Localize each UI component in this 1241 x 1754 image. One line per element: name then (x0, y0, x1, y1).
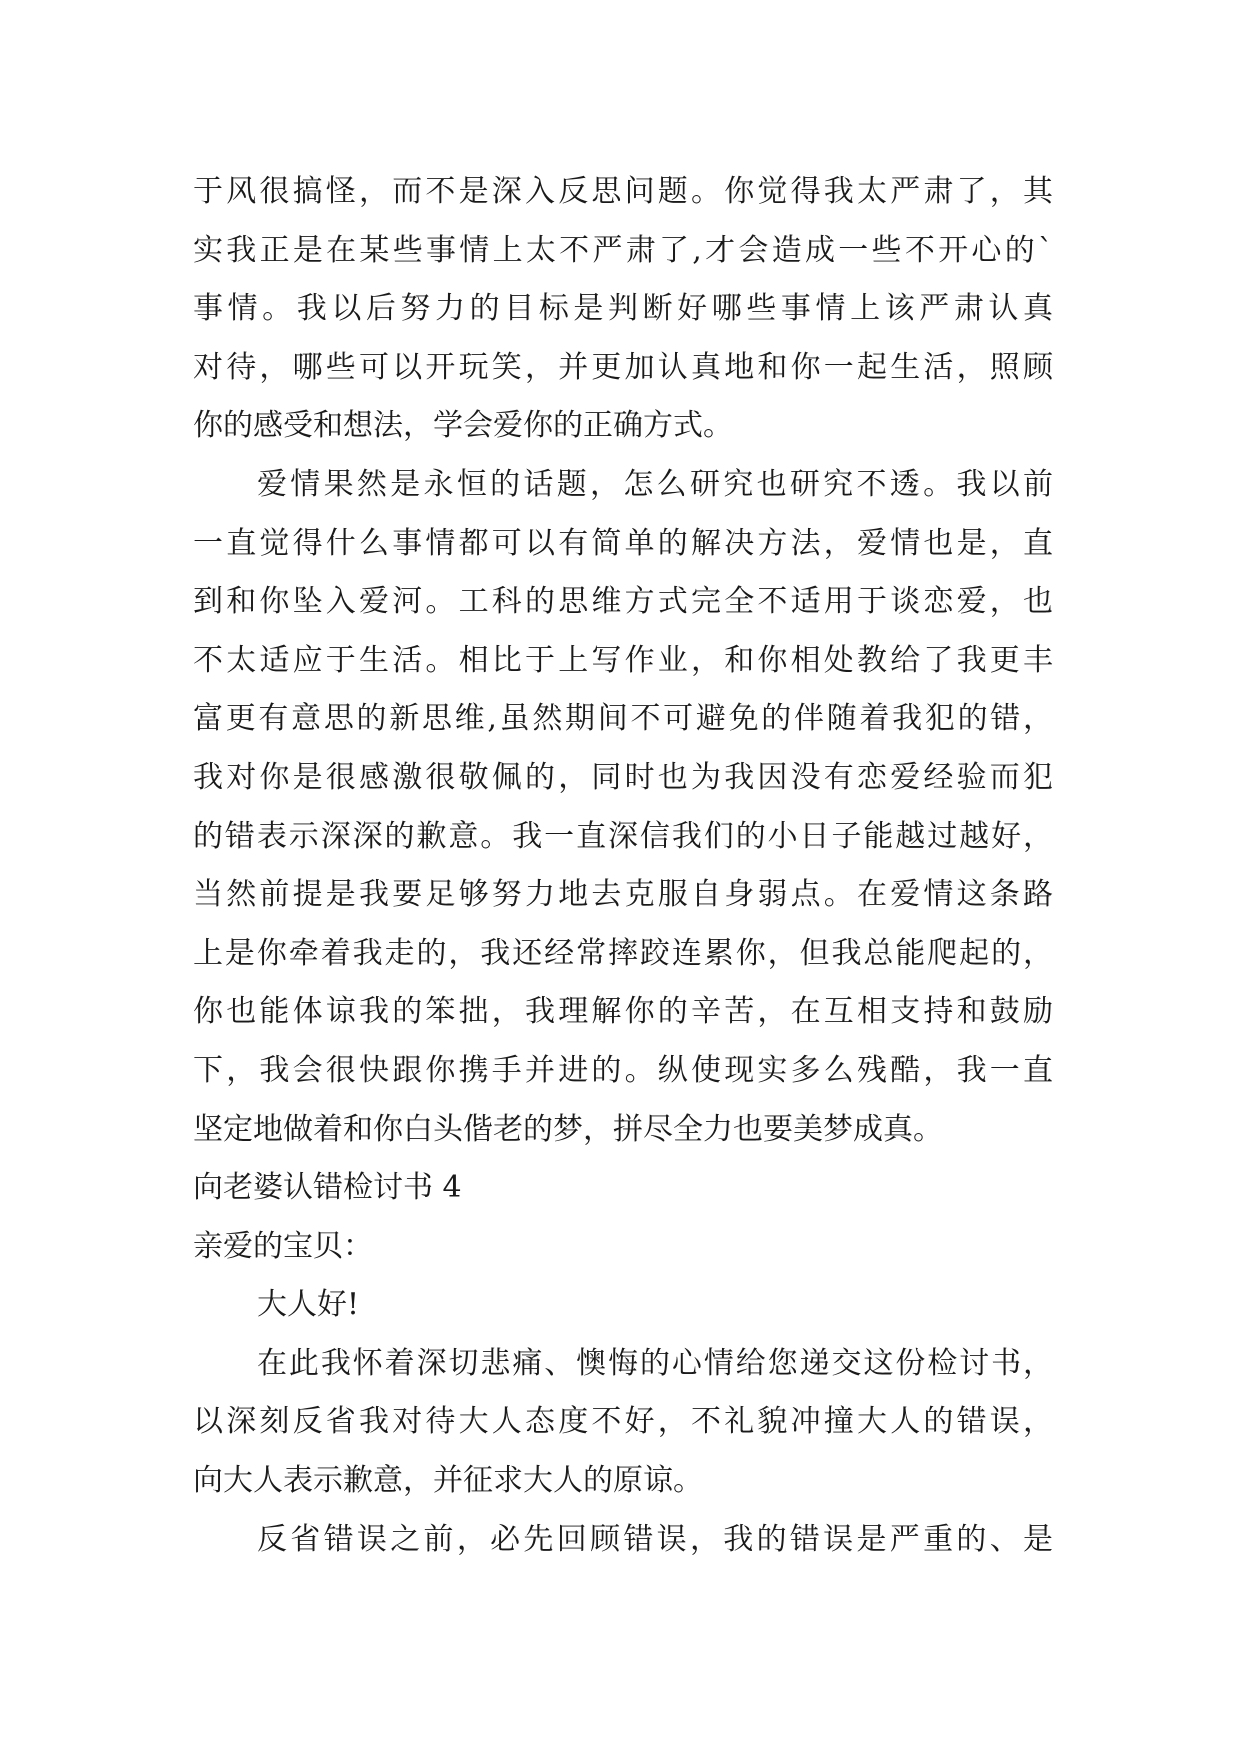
text-line: 一直觉得什么事情都可以有简单的解决方法，爱情也是，直 (193, 525, 1053, 561)
text-line: 坚定地做着和你白头偕老的梦，拼尽全力也要美梦成真。 (193, 1111, 943, 1147)
text-line: 的错表示深深的歉意。我一直深信我们的小日子能越过越好， (193, 818, 1053, 854)
paragraph-first-line: 爱情果然是永恒的话题，怎么研究也研究不透。我以前 (257, 466, 1053, 502)
text-line: 实我正是在某些事情上太不严肃了,才会造成一些不开心的` (193, 232, 1053, 268)
text-line: 以深刻反省我对待大人态度不好，不礼貌冲撞大人的错误， (193, 1404, 1053, 1440)
text-line: 上是你牵着我走的，我还经常摔跤连累你，但我总能爬起的， (193, 935, 1053, 971)
text-line: 对待，哪些可以开玩笑，并更加认真地和你一起生活，照顾 (193, 349, 1053, 385)
text-line: 下，我会很快跟你携手并进的。纵使现实多么残酷，我一直 (193, 1052, 1053, 1088)
text-line: 到和你坠入爱河。工科的思维方式完全不适用于谈恋爱，也 (193, 584, 1053, 620)
document-body (193, 163, 1053, 1569)
salutation: 亲爱的宝贝： (193, 1228, 373, 1264)
greeting: 大人好! (257, 1287, 360, 1323)
text-line: 当然前提是我要足够努力地去克服自身弱点。在爱情这条路 (193, 877, 1053, 913)
text-line: 我对你是很感激很敬佩的，同时也为我因没有恋爱经验而犯 (193, 759, 1053, 795)
section-heading: 向老婆认错检讨书 4 (193, 1170, 462, 1206)
text-line: 向大人表示歉意，并征求大人的原谅。 (193, 1463, 703, 1499)
paragraph-first-line: 在此我怀着深切悲痛、懊悔的心情给您递交这份检讨书， (257, 1345, 1053, 1381)
text-line: 你的感受和想法，学会爱你的正确方式。 (193, 408, 733, 444)
text-line: 富更有意思的新思维,虽然期间不可避免的伴随着我犯的错， (193, 701, 1053, 737)
text-line: 你也能体谅我的笨拙，我理解你的辛苦，在互相支持和鼓励 (193, 994, 1053, 1030)
text-line: 不太适应于生活。相比于上写作业，和你相处教给了我更丰 (193, 642, 1053, 678)
text-line: 事情。我以后努力的目标是判断好哪些事情上该严肃认真 (193, 291, 1053, 327)
paragraph-first-line: 反省错误之前，必先回顾错误，我的错误是严重的、是 (257, 1521, 1053, 1557)
text-line: 于风很搞怪，而不是深入反思问题。你觉得我太严肃了，其 (193, 174, 1053, 209)
